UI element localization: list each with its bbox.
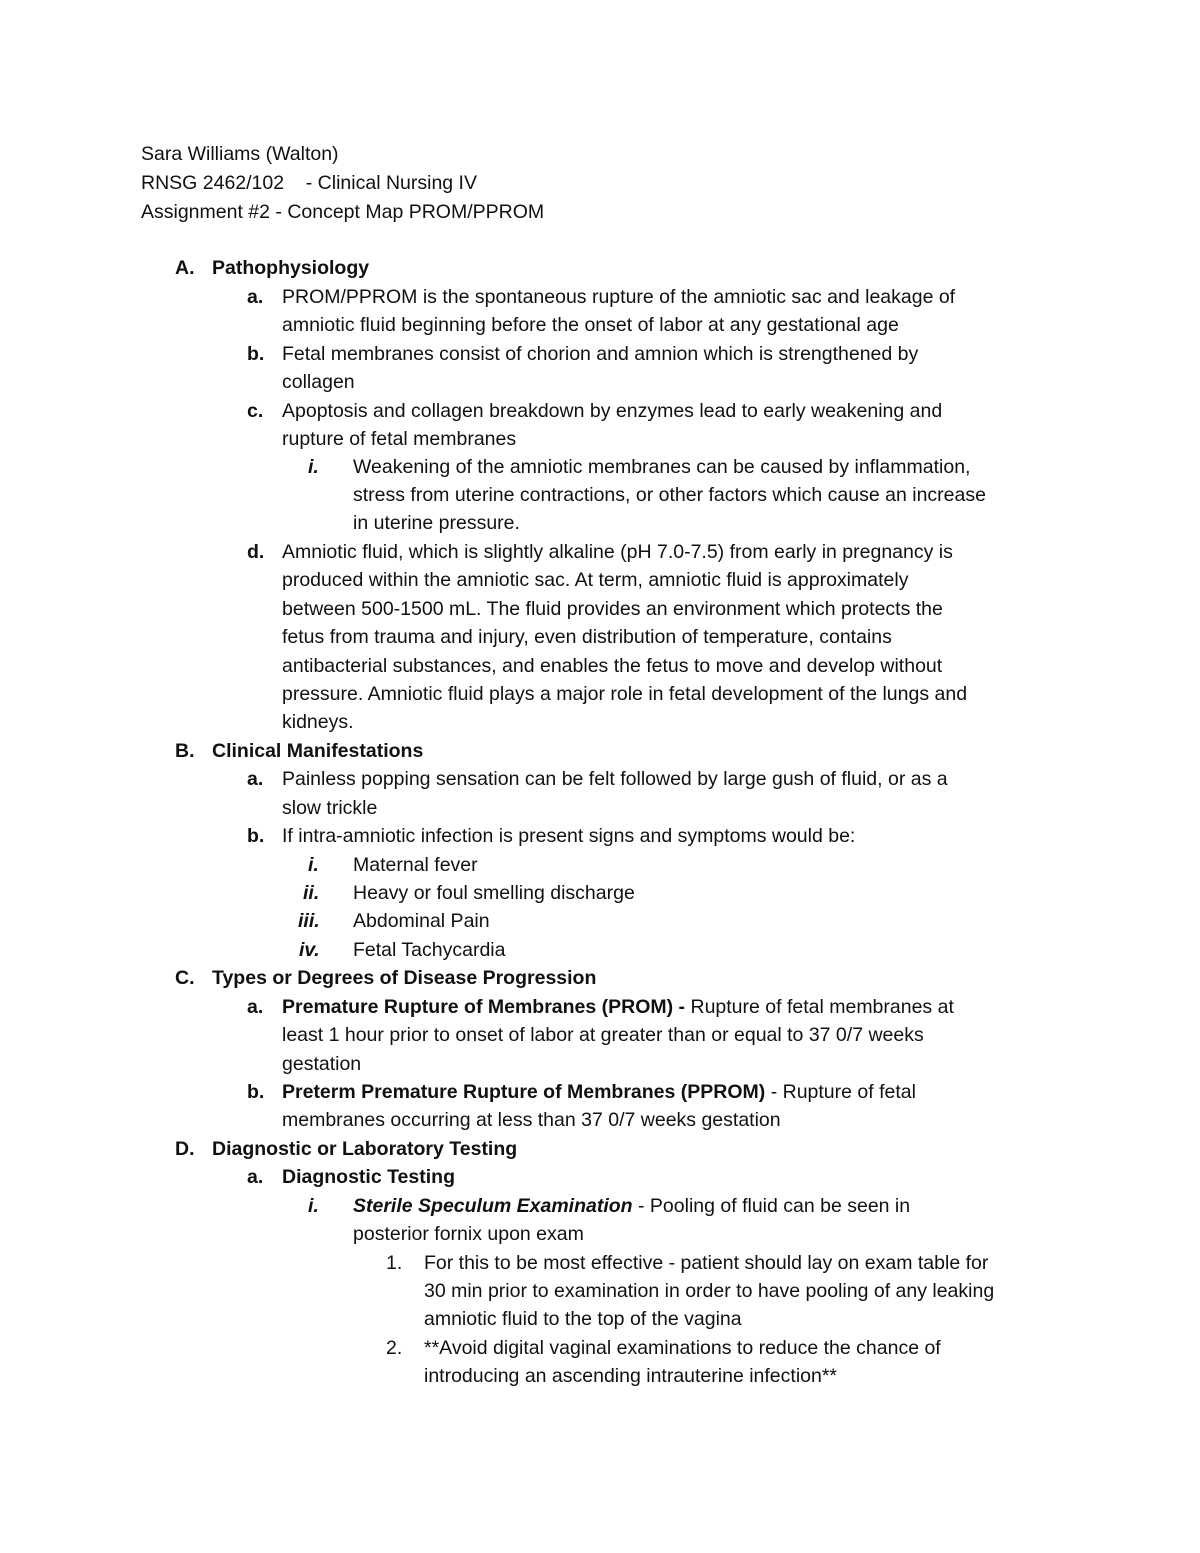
c-a-marker: a. — [247, 996, 264, 1018]
b-b-ii-text: Heavy or foul smelling discharge — [353, 882, 635, 904]
c-b-line2: membranes occurring at less than 37 0/7 weeks gestation — [282, 1109, 781, 1131]
a-b-marker: b. — [247, 343, 265, 365]
a-c-i-line3: in uterine pressure. — [353, 512, 520, 534]
d-a-i-term: Sterile Speculum Examination — [353, 1195, 633, 1217]
a-b-line2: collagen — [282, 371, 355, 393]
course-line: RNSG 2462/102 - Clinical Nursing IV — [141, 172, 477, 194]
c-b-marker: b. — [247, 1081, 265, 1103]
section-d-marker: D. — [175, 1138, 195, 1160]
b-b-iv-text: Fetal Tachycardia — [353, 939, 506, 961]
b-b-line1: If intra-amniotic infection is present signs and symptoms would be: — [282, 825, 856, 847]
b-a-marker: a. — [247, 768, 264, 790]
a-c-i-marker: i. — [308, 456, 319, 478]
b-b-ii-marker: ii. — [303, 882, 320, 904]
d-a-i-1-line2: 30 min prior to examination in order to have pooling of any leaking — [424, 1280, 995, 1302]
a-c-i-line2: stress from uterine contractions, or other factors which cause an increase — [353, 484, 986, 506]
section-a-marker: A. — [175, 257, 195, 279]
d-a-i-1-marker: 1. — [386, 1252, 403, 1274]
c-b-definition: - Rupture of fetal — [765, 1081, 916, 1103]
a-d-line6: pressure. Amniotic fluid plays a major role in fetal development of the lungs and — [282, 683, 968, 705]
section-a-title: Pathophysiology — [212, 257, 370, 279]
d-a-marker: a. — [247, 1166, 264, 1188]
section-d-title: Diagnostic or Laboratory Testing — [212, 1138, 518, 1160]
d-a-i-1-line3: amniotic fluid to the top of the vagina — [424, 1308, 742, 1330]
d-a-i-marker: i. — [308, 1195, 319, 1217]
section-b-title: Clinical Manifestations — [212, 740, 424, 762]
c-b-term: Preterm Premature Rupture of Membranes (PPROM) — [282, 1081, 766, 1103]
a-c-line2: rupture of fetal membranes — [282, 428, 517, 450]
b-a-line2: slow trickle — [282, 797, 378, 819]
a-d-marker: d. — [247, 541, 265, 563]
b-b-iv-marker: iv. — [299, 939, 320, 961]
a-c-line1: Apoptosis and collagen breakdown by enzymes lead to early weakening and — [282, 400, 943, 422]
a-d-line2: produced within the amniotic sac. At term, amniotic fluid is approximately — [282, 569, 909, 591]
section-b-marker: B. — [175, 740, 195, 762]
c-a-line1 — [282, 993, 954, 1021]
d-a-i-2-marker: 2. — [386, 1337, 403, 1359]
a-c-i-line1: Weakening of the amniotic membranes can be caused by inflammation, — [353, 456, 971, 478]
author-name: Sara Williams (Walton) — [141, 143, 339, 165]
b-b-marker: b. — [247, 825, 265, 847]
b-b-i-text: Maternal fever — [353, 854, 478, 876]
a-d-line5: antibacterial substances, and enables the fetus to move and develop without — [282, 655, 943, 677]
c-b-line1 — [282, 1078, 916, 1106]
assignment-title: Assignment #2 - Concept Map PROM/PPROM — [141, 201, 545, 223]
c-a-line2: least 1 hour prior to onset of labor at greater than or equal to 37 0/7 weeks — [282, 1024, 924, 1046]
a-d-line3: between 500-1500 mL. The fluid provides an environment which protects the — [282, 598, 943, 620]
b-b-i-marker: i. — [308, 854, 319, 876]
a-c-marker: c. — [247, 400, 264, 422]
c-a-term: Premature Rupture of Membranes (PROM) - — [282, 996, 686, 1018]
a-b-line1: Fetal membranes consist of chorion and amnion which is strengthened by — [282, 343, 919, 365]
d-a-title: Diagnostic Testing — [282, 1166, 455, 1188]
a-d-line7: kidneys. — [282, 711, 354, 733]
section-c-marker: C. — [175, 967, 195, 989]
a-a-line2: amniotic fluid beginning before the onset of labor at any gestational age — [282, 314, 899, 336]
a-d-line1: Amniotic fluid, which is slightly alkaline (pH 7.0-7.5) from early in pregnancy is — [282, 541, 953, 563]
b-b-iii-text: Abdominal Pain — [353, 910, 490, 932]
c-a-definition: Rupture of fetal membranes at — [685, 996, 954, 1018]
a-d-line4: fetus from trauma and injury, even distribution of temperature, contains — [282, 626, 892, 648]
c-a-line3: gestation — [282, 1053, 362, 1075]
d-a-i-2-line2: introducing an ascending intrauterine infection** — [424, 1365, 838, 1387]
a-a-line1: PROM/PPROM is the spontaneous rupture of the amniotic sac and leakage of — [282, 286, 956, 308]
d-a-i-definition: - Pooling of fluid can be seen in — [632, 1195, 911, 1217]
d-a-i-2-line1: **Avoid digital vaginal examinations to reduce the chance of — [424, 1337, 941, 1359]
section-c-title: Types or Degrees of Disease Progression — [212, 967, 597, 989]
d-a-i-1-line1: For this to be most effective - patient should lay on exam table for — [424, 1252, 989, 1274]
b-a-line1: Painless popping sensation can be felt followed by large gush of fluid, or as a — [282, 768, 948, 790]
d-a-i-line1 — [353, 1192, 910, 1220]
b-b-iii-marker: iii. — [298, 910, 320, 932]
a-a-marker: a. — [247, 286, 264, 308]
d-a-i-line2: posterior fornix upon exam — [353, 1223, 584, 1245]
